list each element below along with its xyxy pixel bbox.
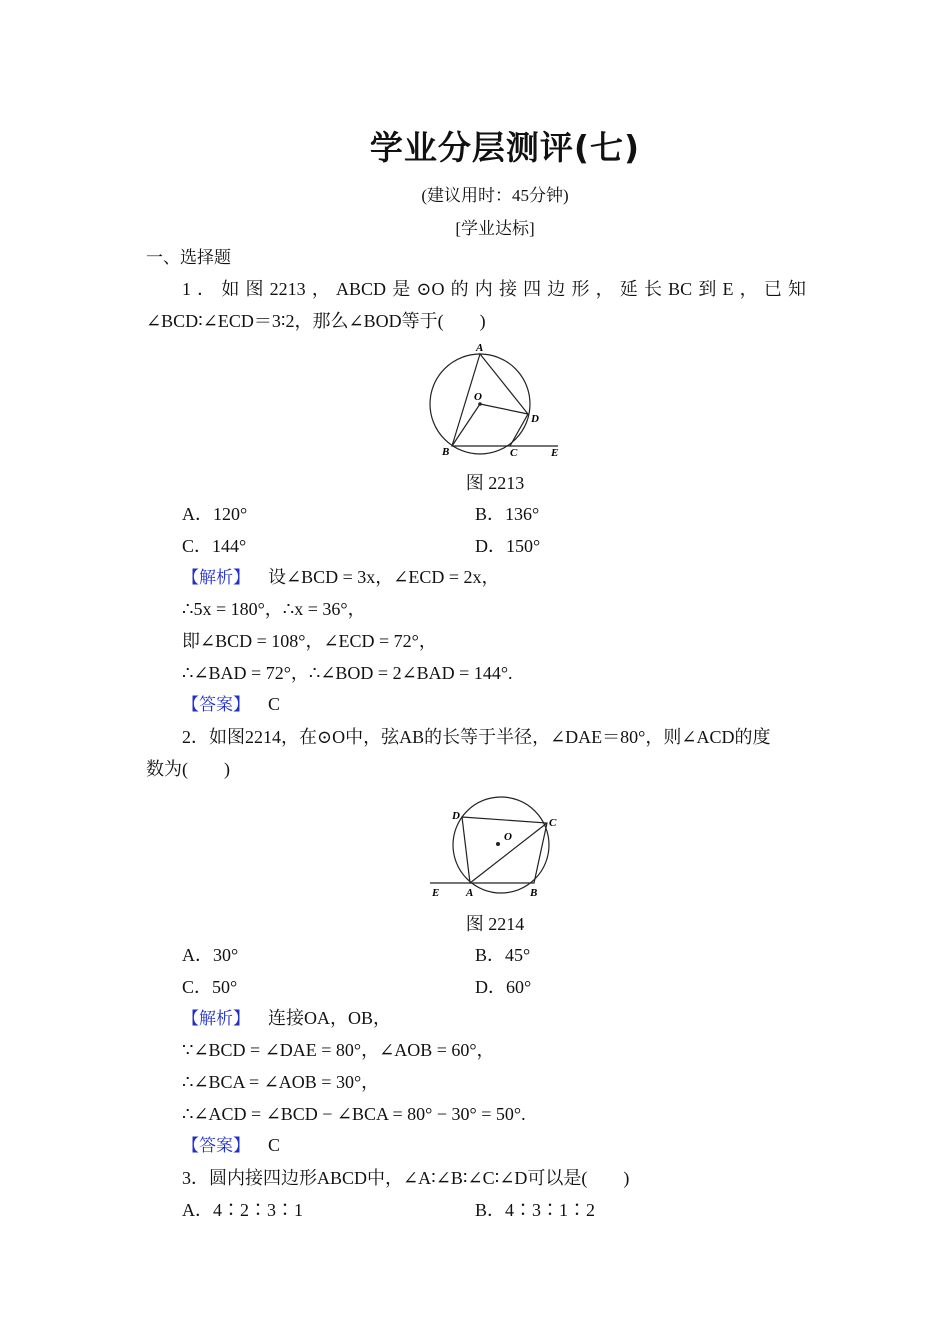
fig1-label-b: B [442, 446, 450, 458]
q1-stem-line1: 1．如图2213，ABCD是⊙O的内接四边形，延长BC到E，已知 [182, 279, 806, 299]
fig2-label-e: E [432, 887, 440, 899]
q1-option-c: C．144° [182, 536, 247, 556]
q1-option-d: D．150° [475, 536, 541, 556]
q1-figure-caption: 图 2213 [465, 473, 525, 493]
q2-answer-tag: 【答案】 [182, 1136, 250, 1156]
fig2-label-o: O [504, 831, 512, 843]
q2-option-d: D．60° [475, 977, 532, 997]
q2-analysis-line1 [182, 1006, 391, 1031]
q1-answer-tag: 【答案】 [182, 695, 250, 715]
q1-option-b: B．136° [475, 504, 540, 524]
level-heading: [学业达标] [455, 219, 535, 238]
fig2-label-b: B [530, 887, 538, 899]
fig1-label-d: D [531, 413, 539, 425]
q3-stem: 3．圆内接四边形ABCD中，∠A∶∠B∶∠C∶∠D可以是( ) [182, 1168, 630, 1188]
q1-analysis-line4: ∴∠BAD = 72°，∴∠BOD = 2∠BAD = 144°. [182, 663, 513, 683]
figure-2213 [420, 338, 570, 462]
q1-analysis-line3: 即∠BCD = 108°，∠ECD = 72°， [182, 631, 437, 651]
q2-stem-line2: 数为( ) [146, 759, 230, 779]
q2-answer [182, 1133, 280, 1158]
q3-option-b: B．4∶3∶1∶2 [475, 1200, 596, 1220]
q2-answer-value: C [268, 1135, 281, 1155]
q2-option-c: C．50° [182, 977, 238, 997]
q3-option-a: A．4∶2∶3∶1 [182, 1200, 303, 1220]
q2-analysis-line3: ∴∠BCA = ∠AOB = 30°， [182, 1072, 380, 1092]
q1-answer [182, 692, 280, 717]
q2-stem-line1: 2．如图2214，在⊙O中，弦AB的长等于半径，∠DAE＝80°，则∠ACD的度 [182, 727, 771, 747]
q1-analysis-line1 [182, 565, 499, 590]
fig2-label-a: A [466, 887, 474, 899]
q2-analysis-line4: ∴∠ACD = ∠BCD − ∠BCA = 80° − 30° = 50°. [182, 1104, 526, 1124]
time-note: (建议用时：45分钟) [421, 186, 569, 205]
fig1-label-a: A [476, 342, 484, 354]
fig2-quadrilateral [462, 817, 547, 883]
q1-answer-value: C [268, 694, 281, 714]
q1-option-a: A．120° [182, 504, 248, 524]
fig1-radius-ob [452, 404, 480, 446]
figure-2214 [422, 790, 572, 902]
section-heading: 一、选择题 [146, 248, 231, 268]
fig2-center-dot [496, 842, 500, 846]
fig1-label-c: C [510, 447, 518, 459]
q1-stem-line2: ∠BCD∶∠ECD＝3∶2，那么∠BOD等于( ) [146, 311, 486, 331]
q1-analysis-text1: 设∠BCD = 3x，∠ECD = 2x， [268, 567, 500, 587]
q1-analysis-tag: 【解析】 [182, 568, 250, 588]
q2-analysis-line2: ∵∠BCD = ∠DAE = 80°，∠AOB = 60°， [182, 1040, 495, 1060]
q1-analysis-line2: ∴5x = 180°，∴x = 36°， [182, 599, 366, 619]
q2-figure-caption: 图 2214 [465, 914, 525, 934]
fig1-label-e: E [551, 447, 559, 459]
q2-option-b: B．45° [475, 945, 531, 965]
fig2-label-d: D [452, 810, 460, 822]
fig1-quadrilateral [452, 354, 528, 446]
q2-analysis-text1: 连接OA，OB， [268, 1008, 392, 1028]
q2-analysis-tag: 【解析】 [182, 1009, 250, 1029]
fig1-label-o: O [474, 391, 482, 403]
fig2-label-c: C [549, 817, 557, 829]
q2-option-a: A．30° [182, 945, 239, 965]
page-title: 学业分层测评(七) [369, 128, 641, 167]
